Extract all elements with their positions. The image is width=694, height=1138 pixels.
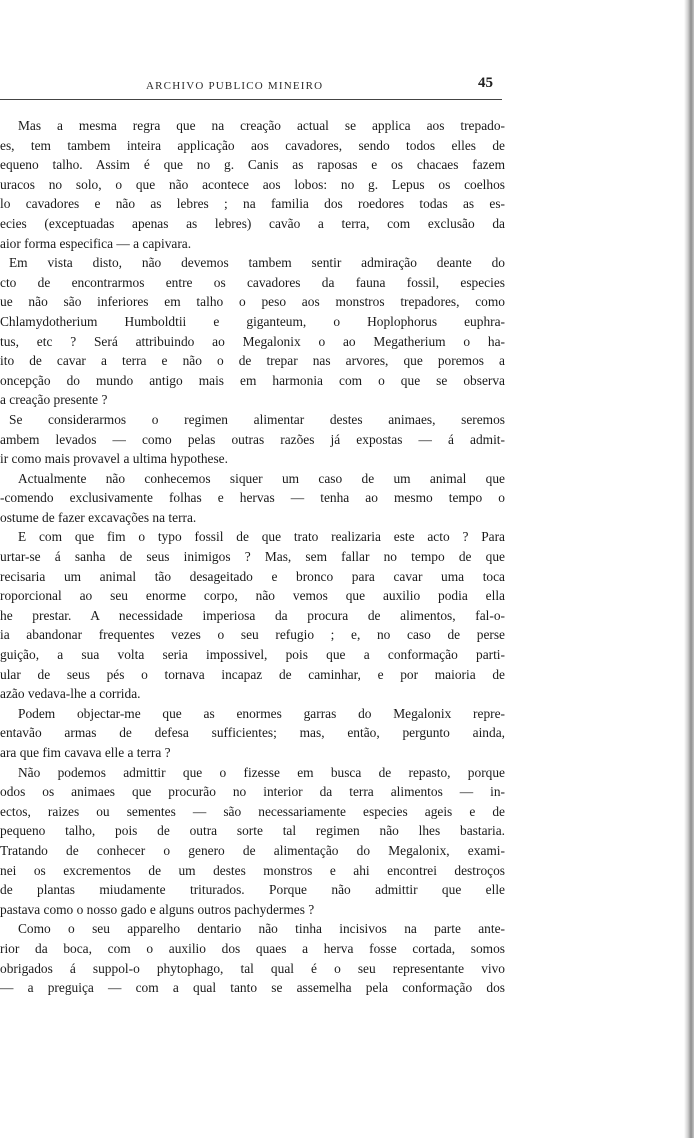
header-rule [0, 99, 502, 100]
text-line: roporcional ao seu enorme corpo, não vemos que auxilio podia ella [0, 588, 505, 604]
text-line: ostume de fazer excavações na terra. [0, 509, 197, 525]
text-line: Podem objectar-me que as enormes garras do Megalonix repre- [18, 705, 505, 721]
text-line: Em vista disto, não devemos tambem sentir admiração deante do [9, 255, 505, 271]
text-line: lo cavadores e não as lebres ; na familia dos roedores todas as es- [0, 196, 505, 212]
page-header [0, 72, 500, 96]
text-line: Como o seu apparelho dentario não tinha incisivos na parte ante- [18, 921, 505, 937]
text-line: tus, etc ? Será attribuindo ao Megalonix o ao Megatherium o ha- [0, 333, 505, 349]
text-line: rior da boca, com o auxilio dos quaes a herva fosse cortada, somos [0, 940, 505, 956]
page-edge-shadow [684, 0, 694, 1138]
text-line: obrigados á suppol-o phytophago, tal qual é o seu representante vivo [0, 960, 505, 976]
text-line: odos os animaes que procurão no interior da terra alimentos — in- [0, 784, 505, 800]
text-line: pastava como o nosso gado e alguns outros pachydermes ? [0, 901, 315, 917]
text-line: nei os excrementos de um destes monstros e ahi encontrei destroços [0, 862, 505, 878]
text-line: urtar-se á sanha de seus inimigos ? Mas, sem fallar no tempo de que [0, 549, 505, 565]
text-line: azão vedava-lhe a corrida. [0, 686, 141, 702]
text-line: ecies (exceptuadas apenas as lebres) cavão a terra, com exclusão da [0, 215, 505, 231]
text-line: ectos, raizes ou sementes — são necessariamente especies ageis e de [0, 803, 505, 819]
text-line: ito de cavar a terra e não o de trepar nas arvores, que poremos a [0, 353, 505, 369]
text-line: Actualmente não conhecemos siquer um caso de um animal que [18, 470, 505, 486]
text-line: -comendo exclusivamente folhas e hervas — tenha ao mesmo tempo o [0, 490, 505, 506]
text-line: ia abandonar frequentes vezes o seu refugio ; e, no caso de perse [0, 627, 505, 643]
text-line: ir como mais provavel a ultima hypothese. [0, 451, 228, 467]
page-number: 45 [478, 75, 493, 91]
text-line: a creação presente ? [0, 392, 108, 408]
text-line: de plantas miudamente triturados. Porque não admittir que elle [0, 882, 505, 898]
text-line: Chlamydotherium Humboldtii e giganteum, o Hoplophorus euphra- [0, 313, 505, 329]
text-line: uracos no solo, o que não acontece aos lobos: no g. Lepus os coelhos [0, 176, 505, 192]
text-line: oncepção do mundo antigo mais em harmonia com o que se observa [0, 372, 505, 388]
text-line: ambem levados — como pelas outras razões já expostas — á admit- [0, 431, 505, 447]
text-line: Mas a mesma regra que na creação actual se applica aos trepado- [18, 118, 505, 133]
text-line: entavão armas de defesa sufficientes; mas, então, pergunto ainda, [0, 725, 505, 741]
text-line: cto de encontrarmos entre os cavadores da fauna fossil, especies [0, 274, 505, 290]
text-line: ara que fim cavava elle a terra ? [0, 745, 171, 760]
text-line: — a preguiça — com a qual tanto se assemelha pela conformação dos [0, 980, 505, 996]
text-line: aior forma especifica — a capivara. [0, 235, 192, 251]
text-line: guição, a sua volta seria impossivel, pois que a conformação parti- [0, 647, 505, 663]
text-line: ular de seus pés o tornava incapaz de caminhar, e por maioria de [0, 666, 505, 682]
text-line: pequeno talho, pois de outra sorte tal regimen não lhes bastaria. [0, 823, 505, 839]
running-head: ARCHIVO PUBLICO MINEIRO [146, 80, 324, 92]
text-line: he prestar. A necessidade imperiosa da procura de alimentos, fal-o- [0, 607, 505, 623]
body-text [0, 116, 505, 998]
text-line: Tratando de conhecer o genero de alimentação do Megalonix, exami- [0, 842, 505, 858]
text-line: equeno talho. Assim é que no g. Canis as raposas e os chacaes fazem [0, 157, 505, 173]
text-line: ue não são inferiores em talho o peso aos monstros trepadores, como [0, 294, 505, 310]
text-line: E com que fim o typo fossil de que trato realizaria este acto ? Para [18, 529, 505, 545]
text-line: Se considerarmos o regimen alimentar destes animaes, seremos [9, 411, 505, 427]
text-line: recisaria um animal tão desageitado e bronco para cavar uma toca [0, 568, 505, 584]
text-line: Não podemos admittir que o fizesse em busca de repasto, porque [18, 764, 505, 780]
text-line: es, tem tambem inteira applicação aos cavadores, sendo todos elles de [0, 137, 505, 153]
